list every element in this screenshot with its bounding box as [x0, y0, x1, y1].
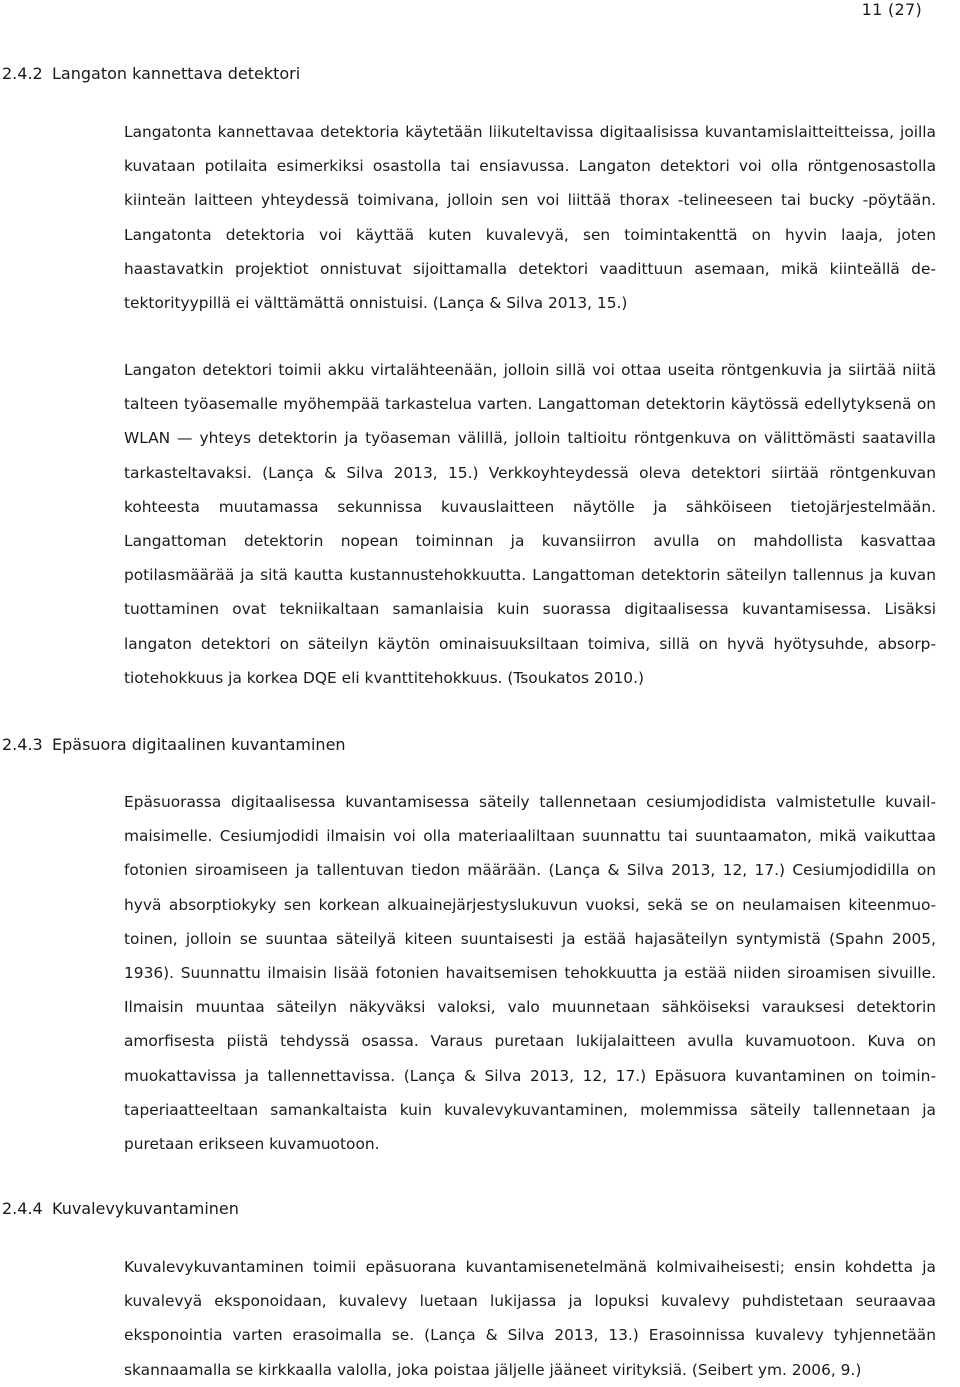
section-number: 2.4.4 — [2, 1199, 43, 1218]
section-number: 2.4.3 — [2, 735, 43, 754]
paragraph: Langatonta kannettavaa detektoria käytetään liikuteltavissa digitaalisissa kuvantamislaitteitteissa, joilla kuvataan potilaita esimerkiksi osastolla tai ensiavussa. Langaton detektori voi olla röntgenosastolla kiinteän laitteen yhteydessä toimivana, jolloin sen voi liittää thorax -telineeseen tai bucky -pöytään. Langatonta detektoria voi käyttää kuten kuvalevyä, sen toimintakenttä on hyvin laaja, joten haastavatkin projektiot onnistuvat sijoittamalla detektori vaadittuun asemaan, mikä kiinteällä detektorityypillä ei välttämättä onnistuisi. (Lança & Silva 2013, 15.) — [124, 123, 936, 313]
section-title: Langaton kannettava detektori — [52, 64, 301, 83]
paragraph: Epäsuorassa digitaalisessa kuvantamisessa säteily tallennetaan cesiumjodidista valmistetulle kuvailmaisimelle. Cesiumjodidi ilmaisin voi olla materiaaliltaan suunnattu tai suuntaamaton, mikä vaikuttaa fotonien siroamiseen ja tallentuvan tiedon määrään. (Lança & Silva 2013, 12, 17.) Cesiumjodidilla on hyvä absorptiokyky sen korkean alkuainejärjestyslukuvun vuoksi, sekä se on neulamaisen kiteenmuotoinen, jolloin se suuntaa säteilyä kiteen suuntaisesti ja estää hajasäteilyn syntymistä (Spahn 2005, 1936). Suunnattu ilmaisin lisää fotonien havaitsemisen tehokkuutta ja estää niiden siroamisen sivuille. Ilmaisin muuntaa säteilyn näkyväksi valoksi, valo muunnetaan sähköiseksi varauksesi detektorin amorfisesta piistä tehdyssä osassa. Varaus puretaan lukijalaitteen avulla kuvamuotoon. Kuva on muokattavissa ja tallennettavissa. (Lança & Silva 2013, 12, 17.) Epäsuora kuvantaminen on toimintaperiaatteeltaan samankaltaista kuin kuvalevykuvantaminen, molemmissa säteily tallennetaan ja puretaan erikseen kuvamuotoon. — [124, 793, 936, 1154]
section-heading-2-4-4 — [2, 1197, 239, 1221]
section-number: 2.4.2 — [2, 64, 43, 83]
page-number: 11 (27) — [861, 0, 922, 19]
paragraph: Kuvalevykuvantaminen toimii epäsuorana kuvantamisenetelmänä kolmivaiheisesti; ensin kohdetta ja kuvalevyä eksponoidaan, kuvalevy luetaan lukijassa ja lopuksi kuvalevy puhdistetaan seuraavaa eksponointia varten erasoimalla se. (Lança & Silva 2013, 13.) Erasoinnissa kuvalevy tyhjennetään skannaamalla se kirkkaalla valolla, joka poistaa jäljelle jääneet virityksiä. (Seibert ym. 2006, 9.) — [124, 1258, 936, 1379]
section-title: Epäsuora digitaalinen kuvantaminen — [52, 735, 346, 754]
paragraph: Langaton detektori toimii akku virtalähteenään, jolloin sillä voi ottaa useita röntgenkuvia ja siirtää niitä talteen työasemalle myöhempää tarkastelua varten. Langattoman detektorin käytössä edellytyksenä on WLAN — yhteys detektorin ja työaseman välillä, jolloin taltioitu röntgenkuva on välittömästi saatavilla tarkasteltavaksi. (Lança & Silva 2013, 15.) Verkkoyhteydessä oleva detektori siirtää röntgenkuvan kohteesta muutamassa sekunnissa kuvauslaitteen näytölle ja sähköiseen tietojärjestelmään. Langattoman detektorin nopean toiminnan ja kuvansiirron avulla on mahdollista kasvattaa potilasmäärää ja sitä kautta kustannustehokkuutta. Langattoman detektorin säteilyn tallennus ja kuvan tuottaminen ovat tekniikaltaan samanlaisia kuin suorassa digitaalisessa kuvantamisessa. Lisäksi langaton detektori on säteilyn käytön ominaisuuksiltaan toimiva, sillä on hyvä hyötysuhde, absorptiotehokkuus ja korkea DQE eli kvanttitehokkuus. (Tsoukatos 2010.) — [124, 361, 936, 687]
section-heading-2-4-3 — [2, 733, 346, 757]
section-heading-2-4-2 — [2, 62, 300, 86]
section-title: Kuvalevykuvantaminen — [52, 1199, 239, 1218]
